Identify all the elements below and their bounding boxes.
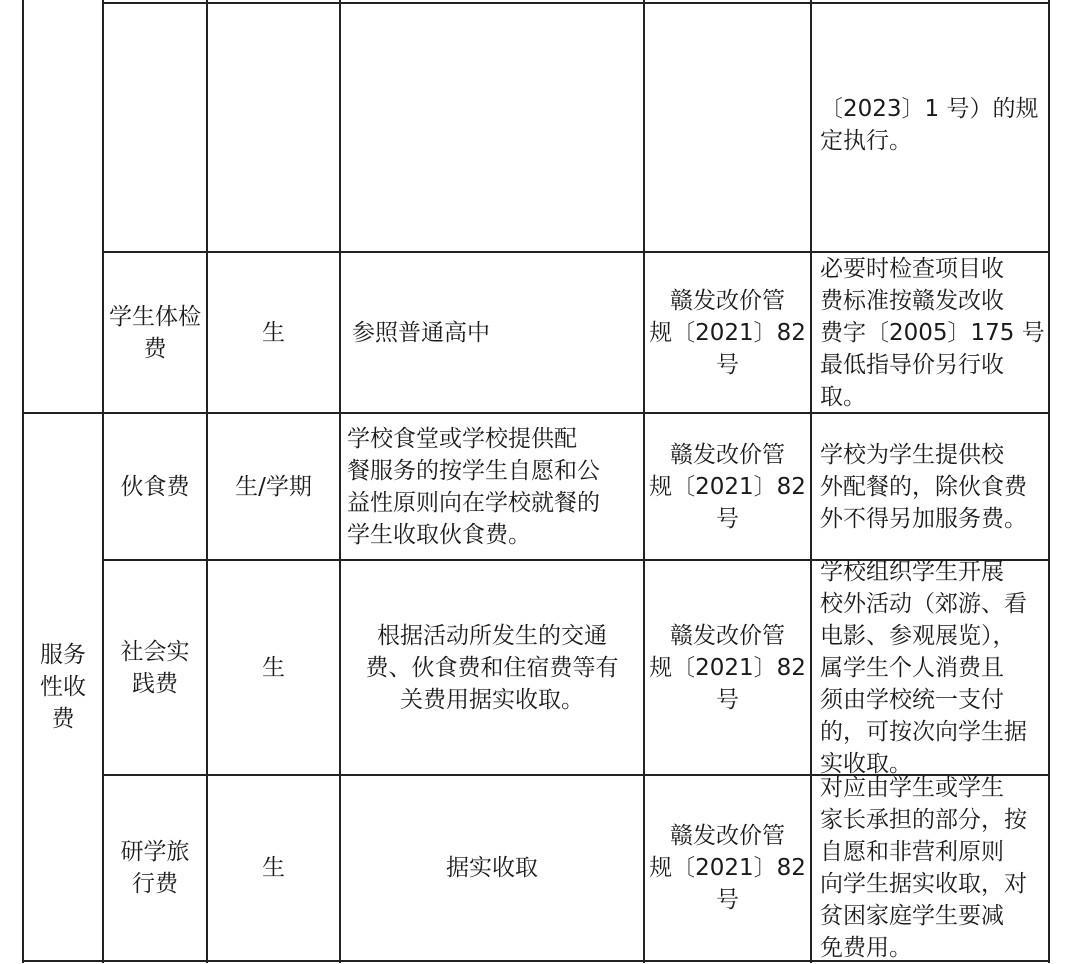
cell-text: 赣发改价管 规〔2021〕82 号	[649, 441, 806, 532]
table-cell-basis-study-travel	[645, 776, 810, 960]
table-cell-standard-meals	[347, 414, 643, 559]
table-cell-notes-study-travel	[820, 776, 1048, 960]
table-cell-notes-cont	[820, 80, 1046, 170]
table-cell-unit-social-practice	[208, 561, 339, 774]
cell-text: 伙食费	[120, 473, 190, 500]
cell-text: 〔2023〕1 号）的规 定执行。	[820, 96, 1039, 154]
table-cell-basis-physical-exam	[645, 253, 810, 412]
cell-text: 生	[262, 855, 285, 881]
cell-text: 赣发改价管 规〔2021〕82 号	[649, 287, 806, 378]
cell-text: 生	[262, 654, 285, 681]
table-col-line-5	[810, 0, 812, 963]
table-border-right	[1048, 0, 1050, 963]
table-cell-item-study-travel	[104, 776, 206, 960]
cell-text: 参照普通高中	[352, 319, 490, 346]
table-cell-item-physical-exam	[104, 253, 206, 412]
cell-text: 赣发改价管 规〔2021〕82 号	[649, 823, 806, 913]
table-cell-unit-study-travel	[208, 776, 339, 960]
cell-text: 服务 性收 费	[40, 642, 86, 732]
table-cell-notes-social-practice	[820, 558, 1048, 777]
table-cell-category-service-fees	[24, 414, 102, 960]
cell-text: 必要时检查项目收 费标准按赣发改收 费字〔2005〕175 号 最低指导价另行收 取。	[820, 255, 1045, 410]
table-cell-unit-meals	[208, 414, 339, 559]
table-cell-item-meals	[104, 414, 206, 559]
cell-text: 学生体检 费	[109, 303, 201, 362]
cell-text: 根据活动所发生的交通 费、伙食费和住宿费等有 关费用据实收取。	[365, 622, 619, 713]
table-cell-notes-physical-exam	[820, 253, 1046, 412]
cell-text: 社会实 践费	[120, 638, 190, 697]
cell-text: 研学旅 行费	[120, 839, 190, 897]
table-cell-item-social-practice	[104, 561, 206, 774]
cell-text: 学校组织学生开展 校外活动（郊游、看 电影、参观展览）， 属学生个人消费且 须由学校统一支付 的，可按次向学生据 实收取。	[820, 558, 1027, 777]
cell-text: 学校食堂或学校提供配 餐服务的按学生自愿和公 益性原则向在学校就餐的 学生收取伙食费。	[347, 425, 600, 548]
cell-text: 生	[262, 319, 285, 346]
table-cell-standard-physical-exam	[352, 253, 642, 412]
table-cell-unit-physical-exam	[208, 253, 339, 412]
table-cell-basis-social-practice	[645, 561, 810, 774]
table-cell-standard-social-practice	[341, 561, 643, 774]
table-border-top	[102, 2, 1050, 4]
cell-text: 学校为学生提供校 外配餐的，除伙食费 外不得另加服务费。	[820, 441, 1027, 532]
cell-text: 对应由学生或学生 家长承担的部分，按 自愿和非营利原则 向学生据实收取，对 贫困家庭学生要减 免费用。	[820, 775, 1027, 961]
cell-text: 据实收取	[446, 855, 538, 881]
cell-text: 生/学期	[235, 473, 312, 500]
table-cell-standard-study-travel	[341, 776, 643, 960]
table-cell-notes-meals	[820, 414, 1048, 559]
cell-text: 赣发改价管 规〔2021〕82 号	[649, 622, 806, 713]
table-cell-basis-meals	[645, 414, 810, 559]
